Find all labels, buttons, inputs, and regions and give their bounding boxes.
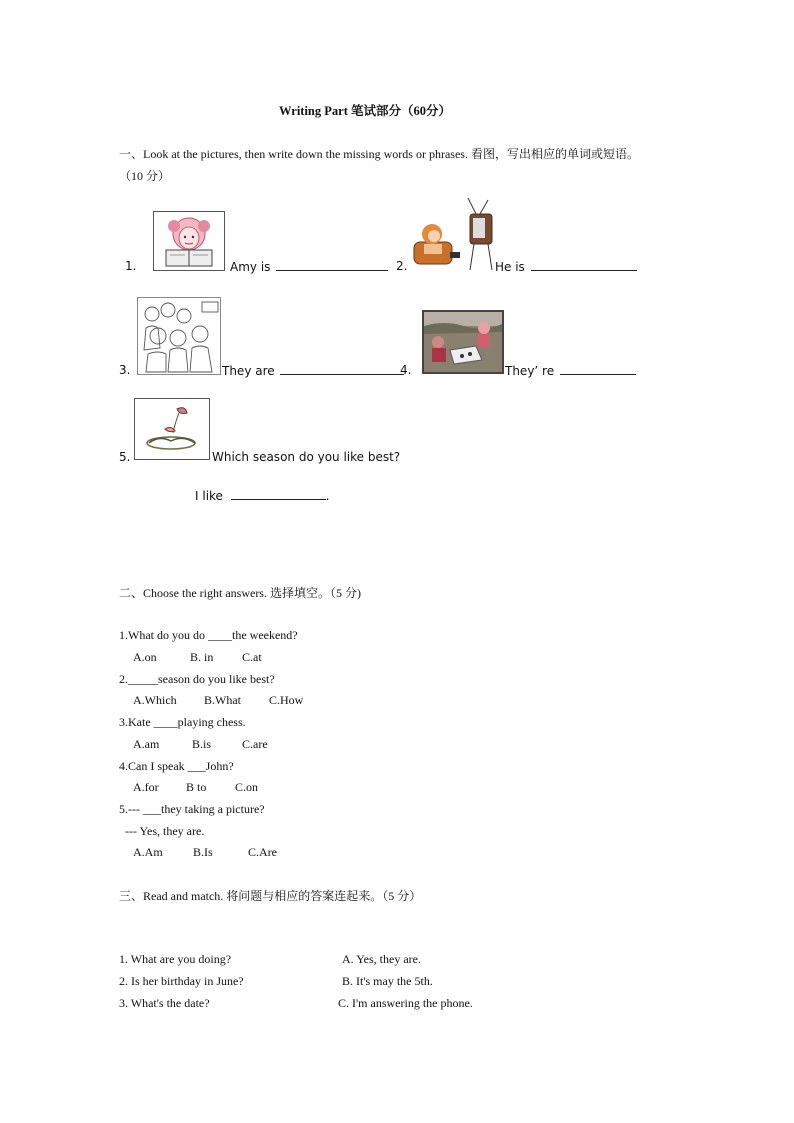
item-5-answer-line: [195, 488, 330, 503]
question-3-option-b[interactable]: B.is: [192, 737, 212, 751]
item-4-text: [505, 363, 636, 378]
question-3: 3.Kate ____playing chess.: [119, 715, 246, 729]
question-4-option-c[interactable]: C.on: [235, 780, 259, 794]
item-4-answer-blank[interactable]: [560, 363, 636, 375]
question-3-option-a[interactable]: A.am: [133, 737, 160, 751]
item-5-answer-blank[interactable]: [231, 488, 326, 500]
match-answer-c[interactable]: C. I'm answering the phone.: [338, 996, 473, 1010]
picture-picnic: [422, 310, 504, 374]
question-5-option-c[interactable]: C.Are: [248, 845, 277, 859]
question-1-option-a[interactable]: A.on: [133, 650, 157, 664]
item-1-answer-blank[interactable]: [276, 259, 388, 271]
picture-lotus: [134, 398, 210, 460]
question-1-option-c[interactable]: C.at: [242, 650, 262, 664]
match-answer-b[interactable]: B. It's may the 5th.: [342, 974, 433, 988]
item-3-label: They are: [222, 364, 275, 378]
question-4-option-b[interactable]: B to: [186, 780, 207, 794]
picture-girl-reading: [153, 211, 225, 271]
item-2-number: 2.: [396, 259, 408, 273]
question-5-option-a[interactable]: A.Am: [133, 845, 163, 859]
section2-heading: 二、Choose the right answers. 选择填空。（5 分): [119, 586, 361, 600]
question-5: 5.--- ___they taking a picture?: [119, 802, 265, 816]
item-4-number: 4.: [400, 363, 412, 377]
item-5-answer-suffix: .: [325, 489, 330, 503]
item-1-label: Amy is: [230, 260, 271, 274]
item-4-label: They’ re: [505, 364, 555, 378]
match-question-3[interactable]: 3. What's the date?: [119, 996, 210, 1010]
item-2-text: [495, 259, 637, 274]
page-title: Writing Part 笔试部分（60分）: [279, 104, 451, 118]
item-5-number: 5.: [119, 450, 131, 464]
item-2-answer-blank[interactable]: [531, 259, 637, 271]
question-1-option-b[interactable]: B. in: [190, 650, 214, 664]
question-3-option-c[interactable]: C.are: [242, 737, 268, 751]
item-3-number: 3.: [119, 363, 131, 377]
item-3-answer-blank[interactable]: [280, 363, 404, 375]
section1-points: （10 分）: [119, 169, 171, 183]
picture-group-people: [137, 297, 221, 375]
question-4: 4.Can I speak ___John?: [119, 759, 234, 773]
question-5-reply: --- Yes, they are.: [125, 824, 205, 838]
item-3-text: [222, 363, 404, 378]
section1-heading: 一、Look at the pictures, then write down the missing words or phrases. 看图，写出相应的单词或短语。: [119, 147, 639, 161]
match-question-1[interactable]: 1. What are you doing?: [119, 952, 232, 966]
question-5-option-b[interactable]: B.Is: [193, 845, 213, 859]
item-1-text: [230, 259, 388, 274]
match-question-2[interactable]: 2. Is her birthday in June?: [119, 974, 244, 988]
item-1-number: 1.: [125, 259, 137, 273]
item-2-label: He is: [495, 260, 525, 274]
question-4-option-a[interactable]: A.for: [133, 780, 159, 794]
question-2-option-a[interactable]: A.Which: [133, 693, 177, 707]
question-2: 2._____season do you like best?: [119, 672, 275, 686]
question-1: 1.What do you do ____the weekend?: [119, 628, 298, 642]
item-5-text: Which season do you like best?: [212, 450, 401, 464]
question-2-option-c[interactable]: C.How: [269, 693, 304, 707]
section3-heading: 三、Read and match. 将问题与相应的答案连起来。（5 分）: [119, 889, 422, 903]
question-2-option-b[interactable]: B.What: [204, 693, 241, 707]
match-answer-a[interactable]: A. Yes, they are.: [342, 952, 421, 966]
item-5-answer-prefix: I like: [195, 489, 223, 503]
picture-watching-tv: [410, 196, 494, 272]
